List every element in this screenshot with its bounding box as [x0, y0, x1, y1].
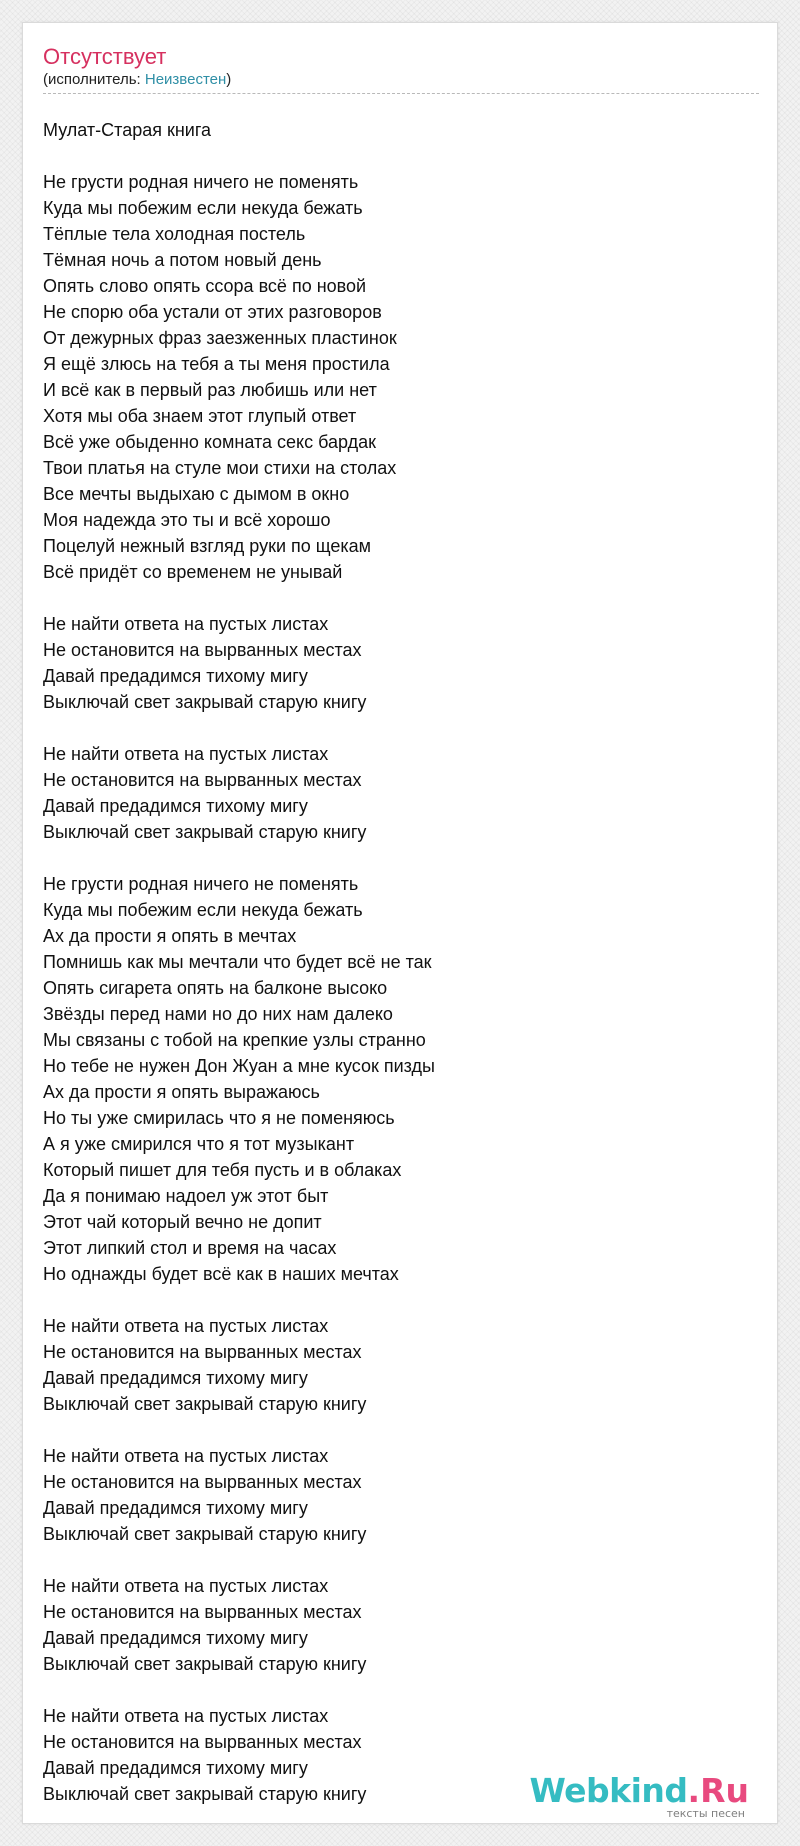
lyric-line: Ах да прости я опять выражаюсь	[43, 1082, 320, 1102]
byline-suffix: )	[226, 71, 232, 88]
lyric-line: Помнишь как мы мечтали что будет всё не так	[43, 952, 432, 972]
artist-link[interactable]: Неизвестен	[144, 71, 227, 88]
artist-byline	[43, 71, 759, 89]
lyric-line: Но ты уже смирилась что я не поменяюсь	[43, 1108, 395, 1128]
lyric-line: Не найти ответа на пустых листах	[43, 614, 329, 634]
lyric-line: Но тебе не нужен Дон Жуан а мне кусок пизды	[43, 1056, 435, 1076]
lyric-line: Хотя мы оба знаем этот глупый ответ	[43, 406, 357, 426]
stanza	[43, 1573, 759, 1677]
lyric-line: Выключай свет закрывай старую книгу	[43, 822, 367, 842]
stanza	[43, 871, 759, 1287]
stanza	[43, 611, 759, 715]
lyric-line: Тёмная ночь а потом новый день	[43, 250, 322, 270]
lyric-line: Не найти ответа на пустых листах	[43, 1446, 329, 1466]
lyric-line: Не грусти родная ничего не поменять	[43, 172, 359, 192]
lyric-line: Ах да прости я опять в мечтах	[43, 926, 297, 946]
lyric-line: Моя надежда это ты и всё хорошо	[43, 510, 331, 530]
lyric-line: Выключай свет закрывай старую книгу	[43, 692, 367, 712]
lyric-line: Не остановится на вырванных местах	[43, 1732, 362, 1752]
lyric-line: Да я понимаю надоел уж этот быт	[43, 1186, 329, 1206]
lyric-line: Всё придёт со временем не унывай	[43, 562, 343, 582]
lyric-line: А я уже смирился что я тот музыкант	[43, 1134, 355, 1154]
lyric-line: Не найти ответа на пустых листах	[43, 1576, 329, 1596]
lyric-line: Не спорю оба устали от этих разговоров	[43, 302, 382, 322]
lyric-line: Давай предадимся тихому мигу	[43, 1498, 308, 1518]
lyric-line: Не найти ответа на пустых листах	[43, 1706, 329, 1726]
lyric-line: Я ещё злюсь на тебя а ты меня простила	[43, 354, 390, 374]
lyrics-text	[43, 117, 759, 1833]
song-heading: Мулат-Старая книга	[43, 120, 212, 140]
lyric-line: Не остановится на вырванных местах	[43, 640, 362, 660]
stanza	[43, 1313, 759, 1417]
lyric-line: Выключай свет закрывай старую книгу	[43, 1654, 367, 1674]
webkind-logo[interactable]	[529, 1771, 749, 1820]
lyrics-card	[22, 22, 778, 1824]
lyric-line: Не остановится на вырванных местах	[43, 770, 362, 790]
header-divider	[43, 93, 759, 94]
lyric-line: Выключай свет закрывай старую книгу	[43, 1784, 367, 1804]
lyric-line: Поцелуй нежный взгляд руки по щекам	[43, 536, 372, 556]
lyric-line: Куда мы побежим если некуда бежать	[43, 198, 363, 218]
lyric-line: Давай предадимся тихому мигу	[43, 796, 308, 816]
lyric-line: Опять слово опять ссора всё по новой	[43, 276, 367, 296]
lyric-line: Выключай свет закрывай старую книгу	[43, 1524, 367, 1544]
song-title: Отсутствует	[43, 44, 167, 69]
lyric-line: Не найти ответа на пустых листах	[43, 1316, 329, 1336]
lyric-line: Давай предадимся тихому мигу	[43, 1758, 308, 1778]
lyric-line: Не грусти родная ничего не поменять	[43, 874, 359, 894]
logo-tagline: тексты песен	[666, 1807, 745, 1820]
lyric-line: Не найти ответа на пустых листах	[43, 744, 329, 764]
lyric-line: Твои платья на стуле мои стихи на столах	[43, 458, 397, 478]
lyric-line: От дежурных фраз заезженных пластинок	[43, 328, 397, 348]
lyric-line: Давай предадимся тихому мигу	[43, 1628, 308, 1648]
stanza	[43, 1443, 759, 1547]
lyric-line: Давай предадимся тихому мигу	[43, 666, 308, 686]
lyric-line: Опять сигарета опять на балконе высоко	[43, 978, 388, 998]
lyric-line: Всё уже обыденно комната секс бардак	[43, 432, 376, 452]
logo-tld: .Ru	[687, 1771, 749, 1810]
logo-name: Webkind	[529, 1771, 688, 1810]
lyric-line: Выключай свет закрывай старую книгу	[43, 1394, 367, 1414]
lyric-line: Не остановится на вырванных местах	[43, 1602, 362, 1622]
lyric-line: Давай предадимся тихому мигу	[43, 1368, 308, 1388]
lyric-line: Но однажды будет всё как в наших мечтах	[43, 1264, 399, 1284]
lyric-line: Не остановится на вырванных местах	[43, 1342, 362, 1362]
lyric-line: Мы связаны с тобой на крепкие узлы странно	[43, 1030, 426, 1050]
stanza	[43, 169, 759, 585]
lyric-line: Куда мы побежим если некуда бежать	[43, 900, 363, 920]
lyric-line: Этот чай который вечно не допит	[43, 1212, 322, 1232]
lyric-line: И всё как в первый раз любишь или нет	[43, 380, 377, 400]
stanza	[43, 741, 759, 845]
lyric-line: Этот липкий стол и время на часах	[43, 1238, 337, 1258]
lyric-line: Не остановится на вырванных местах	[43, 1472, 362, 1492]
byline-prefix: (исполнитель:	[43, 71, 145, 88]
song-header	[43, 43, 759, 94]
lyric-line: Который пишет для тебя пусть и в облаках	[43, 1160, 402, 1180]
lyric-line: Тёплые тела холодная постель	[43, 224, 306, 244]
lyric-line: Все мечты выдыхаю с дымом в окно	[43, 484, 350, 504]
lyric-line: Звёзды перед нами но до них нам далеко	[43, 1004, 393, 1024]
